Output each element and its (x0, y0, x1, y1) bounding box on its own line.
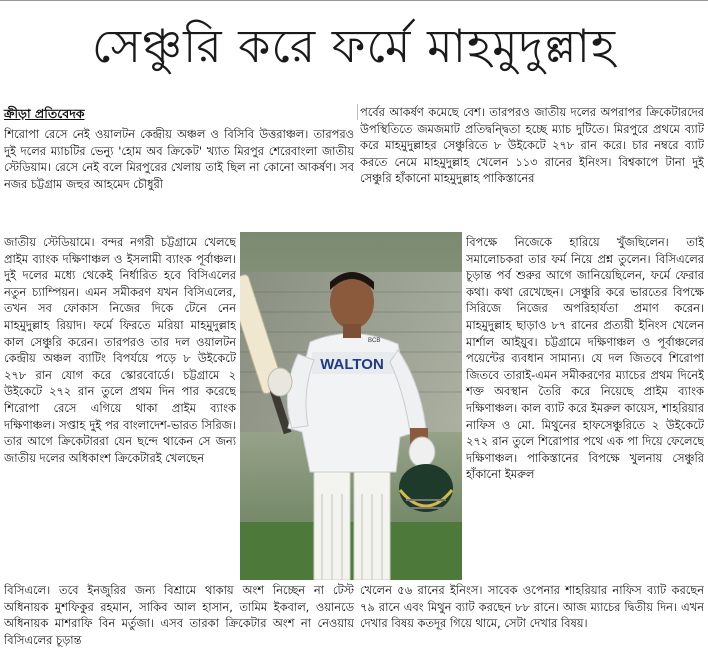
paragraph: শিরোপা রেসে নেই ওয়ালটন কেন্দ্রীয় অঞ্চল ও বিসিবি উত্তরাঞ্চল। তারপরও দুই দলের ম্যাচটির ভেন্যু 'হোম অব ক্রিকেট' খ্যাত মিরপুর শেরেবাংলা জাতীয় স্টেডিয়াম। রেসে নেই বলে মিরপুরের খেলায় তাই ছিল না কোনো আকর্ষণ। সব নজর চট্টগ্রাম জহুর আহমেদ চৌধুরী (4, 127, 354, 191)
article-column-left-top (4, 126, 354, 236)
article-column-right-top (360, 104, 704, 234)
byline: ক্রীড়া প্রতিবেদক (4, 106, 85, 121)
column-divider (357, 104, 358, 120)
headline: সেঞ্চুরি করে ফর্মে মাহমুদুল্লাহ (91, 19, 617, 73)
paragraph: খেলেন ৫৬ রানের ইনিংস। সাবেক ওপেনার শাহরিয়ার নাফিস ব্যাট করছেন ৭৯ রানে এবং মিথুন ব্যাট করছেন ৮৮ রানে। আজ ম্যাচের দ্বিতীয় দিন। এখন দেখার বিষয় কতদূর গিয়ে থামে, সেটা দেখার বিষয়। (360, 583, 704, 631)
jersey-logo: WALTON (320, 356, 384, 373)
top-rule (0, 0, 708, 1)
article-column-left-bottom (4, 582, 354, 650)
article-column-right-middle (466, 234, 704, 580)
paragraph: বিসিএলে। তবে ইনজুরির জন্য বিশ্রামে থাকায় অংশ নিচ্ছেন না টেস্ট অধিনায়ক মুশফিকুর রহমান, সাকিব আল হাসান, তামিম ইকবাল, ওয়ানডে অধিনায়ক মাশরাফি বিন মর্তুজা। এসব তারকা ক্রিকেটার অংশ না নেওয়ায় বিসিএলের চূড়ান্ত (4, 583, 354, 647)
article-column-left-middle (4, 234, 236, 584)
paragraph: বিপক্ষে নিজেকে হারিয়ে খুঁজছিলেন। তাই সমালোচকরা তার ফর্ম নিয়ে প্রশ্ন তুলেন। বিসিএলের চূড়ান্ত পর্ব শুরুর আগে জানিয়েছিলেন, ফর্মে ফেরার কথা। কথা রেখেছেন। সেঞ্চুরি করে ভারতের বিপক্ষে সিরিজে নিজের অপরিহার্যতা প্রমাণ করেন। মাহমুদুল্লাহ ছাড়াও ৮৭ রানের প্রত্যয়ী ইনিংস খেলেন মার্শাল আইয়ুব। চট্টগ্রামে দক্ষিণাঞ্চল ও পূর্বাঞ্চলের পয়েন্টের ব্যবধান সামান্য। যে দল জিতবে শিরোপা জিতবে তারাই-এমন সমীকরণের ম্যাচের প্রথম দিনেই শক্ত অবস্থান তৈরি করে নিয়েছে প্রাইম ব্যাংক দক্ষিণাঞ্চল। কাল ব্যাট করে ইমরুল কায়েস, শাহরিয়ার নাফিস ও মো. মিথুনের হাফসেঞ্চুরিতে ২ উইকেটে ২৭২ রান তুলে শিরোপার পথে এক পা দিয়ে ফেলেছে দক্ষিণাঞ্চল। পাকিস্তানের বিপক্ষে খুলনায় সেঞ্চুরি হাঁকানো ইমরুল (466, 235, 704, 482)
player-photo (240, 232, 462, 580)
paragraph: জাতীয় স্টেডিয়ামে। বন্দর নগরী চট্টগ্রামে খেলছে প্রাইম ব্যাংক দক্ষিণাঞ্চল ও ইসলামী ব্যাংক পূর্বাঞ্চল। দুই দলের মধ্যে থেকেই নির্ধারিত হবে বিসিএলের নতুন চ্যাম্পিয়ন। এমন সমীকরণ যখন বিসিএলের, তখন সব ফোকাস নিজের দিকে টেনে নেন মাহমুদুল্লাহ রিয়াদ। ফর্মে ফিরতে মরিয়া মাহমুদুল্লাহ কাল সেঞ্চুরি করেন। তারপরও তার দল ওয়ালটন কেন্দ্রীয় অঞ্চল ব্যাটিং বিপর্যয়ে পড়ে ৮ উইকেটে ২৭৮ রান যোগ করে স্কোরবোর্ডে। চট্টগ্রামে ২ উইকেটে ২৭২ রান তুলে প্রথম দিন পার করেছে শিরোপা রেসে এগিয়ে থাকা প্রাইম ব্যাংক দক্ষিণাঞ্চল। সপ্তাহ দুই পর বাংলাদেশ-ভারত সিরিজ। তার আগে ক্রিকেটাররা যেন ছন্দে থাকেন সে জন্য জাতীয় দলের অধিকাংশ ক্রিকেটারই খেলছেন (4, 235, 236, 465)
paragraph: পর্বের আকর্ষণ কমেছে বেশ। তারপরও জাতীয় দলের অপরাপর ক্রিকেটারদের উপস্থিতিতে জমজমাট প্রতিদ্বন্দ্বিতা হচ্ছে ম্যাচ দুটিতে। মিরপুরে প্রথমে ব্যাট করে মাহমুদুল্লাহর সেঞ্চুরিতে ৮ উইকেটে ২৭৮ রান করে। চার নম্বরে ব্যাট করতে নেমে মাহমুদুল্লাহ খেলেন ১১৩ রানের ইনিংস। বিশ্বকাপে টানা দুই সেঞ্চুরি হাঁকানো মাহমুদুল্লাহ পাকিস্তানের (360, 105, 704, 186)
article-column-right-bottom (360, 582, 704, 650)
jersey-badge: BCB (368, 338, 381, 344)
player-photo-illustration (240, 232, 462, 580)
